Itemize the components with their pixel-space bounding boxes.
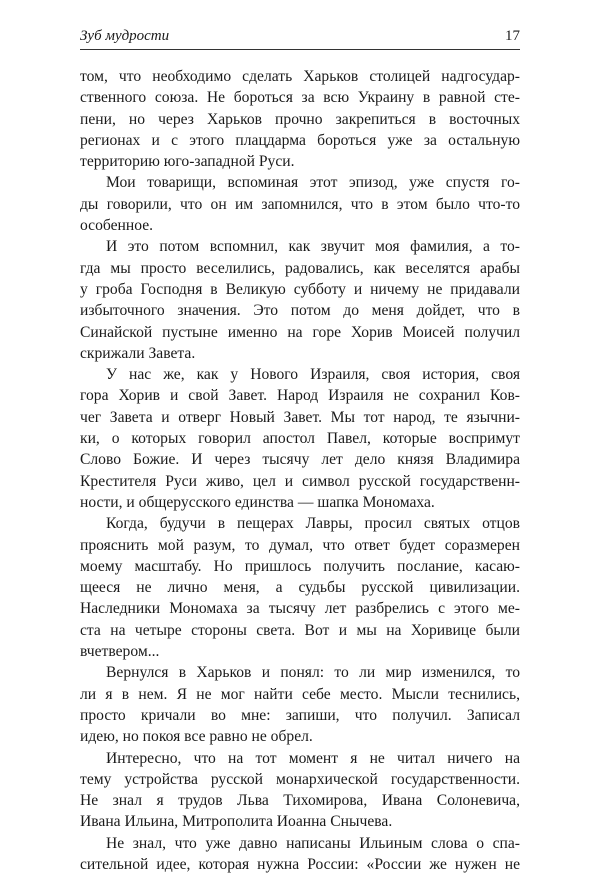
- text-line: тему устройства русской монархической государственности.: [80, 770, 520, 788]
- text-line: ственного союза. Не бороться за всю Украину в равной сте-: [80, 89, 520, 107]
- body-text: [80, 66, 520, 875]
- header-rule: [80, 49, 520, 50]
- text-line: Крестителя Руси живо, цел и символ русской государственн-: [80, 472, 520, 490]
- text-line: территорию юго-западной Руси.: [80, 153, 295, 171]
- text-line: у гроба Господня в Великую субботу и ничему не придавали: [80, 280, 520, 298]
- text-line: Мои товарищи, вспоминая этот эпизод, уже спустя го-: [106, 174, 520, 192]
- text-line: ста на четыре стороны света. Вот и мы на Хоривице были: [80, 621, 520, 639]
- text-line: вчетвером...: [80, 643, 160, 661]
- running-header: [80, 26, 520, 50]
- text-line: Вернулся в Харьков и понял: то ли мир изменился, то: [106, 664, 520, 682]
- text-line: скрижали Завета.: [80, 344, 196, 362]
- text-line: особенное.: [80, 217, 154, 235]
- text-line: Наследники Мономаха за тысячу лет разбрелись с этого ме-: [80, 600, 520, 618]
- text-line: чег Завета и отверг Новый Завет. Мы тот народ, те язычни-: [80, 408, 520, 426]
- text-line: ли я в нем. Я не мог найти себе место. Мысли теснились,: [80, 685, 520, 703]
- text-line: Ивана Ильина, Митрополита Иоанна Снычева.: [80, 813, 393, 831]
- text-line: сительной идее, которая нужна России: «России же нужен не: [80, 855, 520, 873]
- text-line: И это потом вспомнил, как звучит моя фамилия, а то-: [106, 238, 520, 256]
- text-line: У нас же, как у Нового Израиля, своя история, своя: [106, 366, 520, 384]
- text-line: избыточного значения. Это потом до меня дойдет, что в: [80, 302, 520, 320]
- text-line: моему масштабу. Но пришлось получить послание, касаю-: [80, 557, 520, 575]
- text-line: гда мы просто веселились, радовались, как веселятся арабы: [80, 259, 520, 277]
- page-number: 17: [505, 28, 520, 44]
- text-line: идею, но покоя все равно не обрел.: [80, 728, 313, 746]
- text-line: Интересно, что на тот момент я не читал ничего на: [106, 749, 520, 767]
- text-line: регионах и с этого плацдарма бороться уже за остальную: [80, 131, 520, 149]
- text-line: Слово Божие. И через тысячу лет дело князя Владимира: [80, 451, 520, 469]
- text-line: Синайской пустыне именно на горе Хорив Моисей получил: [80, 323, 520, 341]
- text-line: ды говорили, что он им запомнился, что в этом было что-то: [80, 195, 520, 213]
- text-line: ности, и общерусского единства — шапка Мономаха.: [80, 493, 435, 511]
- text-line: том, что необходимо сделать Харьков столицей надгосудар-: [80, 68, 520, 85]
- text-line: ки, о которых говорил апостол Павел, которые воспримут: [80, 430, 520, 448]
- text-line: щееся не лично меня, а судьбы русской цивилизации.: [80, 579, 520, 597]
- text-line: Когда, будучи в пещерах Лавры, просил святых отцов: [106, 515, 520, 533]
- text-line: пени, но через Харьков прочно закрепиться в восточных: [80, 110, 520, 128]
- text-line: Не знал, что уже давно написаны Ильиным слова о спа-: [106, 834, 520, 852]
- text-line: гора Хорив и свой Завет. Народ Израиля не сохранил Ков-: [80, 387, 520, 405]
- running-title: Зуб мудрости: [80, 28, 170, 44]
- text-line: прояснить мой разум, то думал, что ответ будет соразмерен: [80, 536, 520, 554]
- text-line: просто кричали во мне: запиши, что получил. Записал: [80, 706, 520, 724]
- text-line: Не знал я трудов Льва Тихомирова, Ивана Солоневича,: [80, 792, 520, 810]
